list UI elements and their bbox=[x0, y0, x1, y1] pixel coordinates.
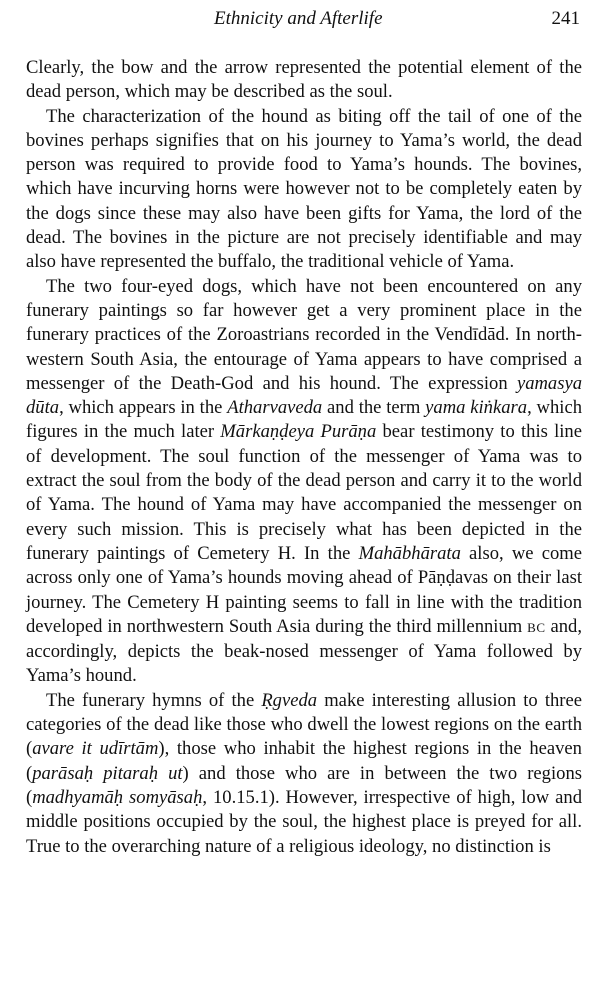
text-run: make interesting allusion to three categories of the dead like those who dwell the lowest regions on the earth ( bbox=[26, 689, 582, 760]
text-run: The two four-eyed dogs, which have not been encountered on any funerary paintings so far however get a very prominent place in the funerary practices of the Zoroastrians recorded in the Vendīdād. In north-western South Asia, the entourage of Yama appears to have comprised a messenger of the Death-God and his hound. The expression bbox=[26, 275, 582, 394]
paragraph bbox=[26, 689, 582, 859]
text-run: and, accordingly, depicts the beak-nosed messenger of Yama followed by Yama’s hound. bbox=[26, 615, 582, 687]
italic-term: Atharvaveda bbox=[227, 397, 323, 419]
text-run: ) and those who are in between the two regions ( bbox=[26, 762, 582, 808]
italic-term: Mārkaṇḍeya Purāṇa bbox=[220, 421, 377, 443]
italic-term: parāsaḥ pitaraḥ ut bbox=[32, 762, 183, 784]
text-run: , which figures in the much later bbox=[26, 397, 582, 443]
italic-term: yamasya dūta bbox=[26, 372, 582, 419]
italic-term: yama kiṅkara bbox=[425, 397, 528, 419]
text-run: bear testimony to this line of development. The soul function of the messenger of Yama was to extract the soul from the body of the dead person and carry it to the world of Yama. The hound of Yama may have accompanied the messenger on every such mission. This is precisely what has been depicted in the funerary paintings of Cemetery H. In the bbox=[26, 421, 582, 564]
running-head bbox=[26, 6, 582, 40]
italic-term: Mahābhārata bbox=[358, 542, 461, 564]
page-number: 241 bbox=[551, 8, 580, 29]
text-run: , which appears in the bbox=[59, 397, 228, 419]
italic-term: madhyamāḥ somyāsaḥ bbox=[32, 786, 203, 808]
text-run: Clearly, the bow and the arrow represented the potential element of the dead person, which may be described as the soul. bbox=[26, 57, 582, 103]
italic-term: avare it udīrtām bbox=[32, 738, 159, 760]
small-caps-text: BC bbox=[527, 619, 546, 635]
paragraph bbox=[26, 275, 582, 689]
text-run: and the term bbox=[322, 397, 426, 419]
book-page bbox=[26, 6, 582, 859]
paragraph bbox=[26, 105, 582, 275]
running-title: Ethnicity and Afterlife bbox=[214, 8, 383, 29]
italic-term: Ṛgveda bbox=[261, 689, 318, 711]
paragraph bbox=[26, 56, 582, 105]
text-run: The funerary hymns of the bbox=[46, 689, 262, 711]
body-text bbox=[26, 56, 582, 859]
text-run: ), those who inhabit the highest regions in the heaven ( bbox=[26, 738, 582, 784]
text-run: , 10.15.1). However, irrespective of high, low and middle positions occupied by the soul, the highest place is preyed for all. True to the overarching nature of a religious ideology, no distinction is bbox=[26, 786, 582, 857]
text-run: The characterization of the hound as biting off the tail of one of the bovines perhaps signifies that on his journey to Yama’s world, the dead person was required to provide food to Yama’s hounds. The bovines, which have incurving horns were however not to be completely eaten by the dogs since these may also have been gifts for Yama, the lord of the dead. The bovines in the picture are not precisely identifiable and may also have represented the buffalo, the traditional vehicle of Yama. bbox=[26, 105, 582, 273]
text-run: also, we come across only one of Yama’s hounds moving ahead of Pāṇḍavas on their last journey. The Cemetery H painting seems to fall in line with the tradition developed in northwestern South Asia during the third millennium bbox=[26, 542, 583, 637]
